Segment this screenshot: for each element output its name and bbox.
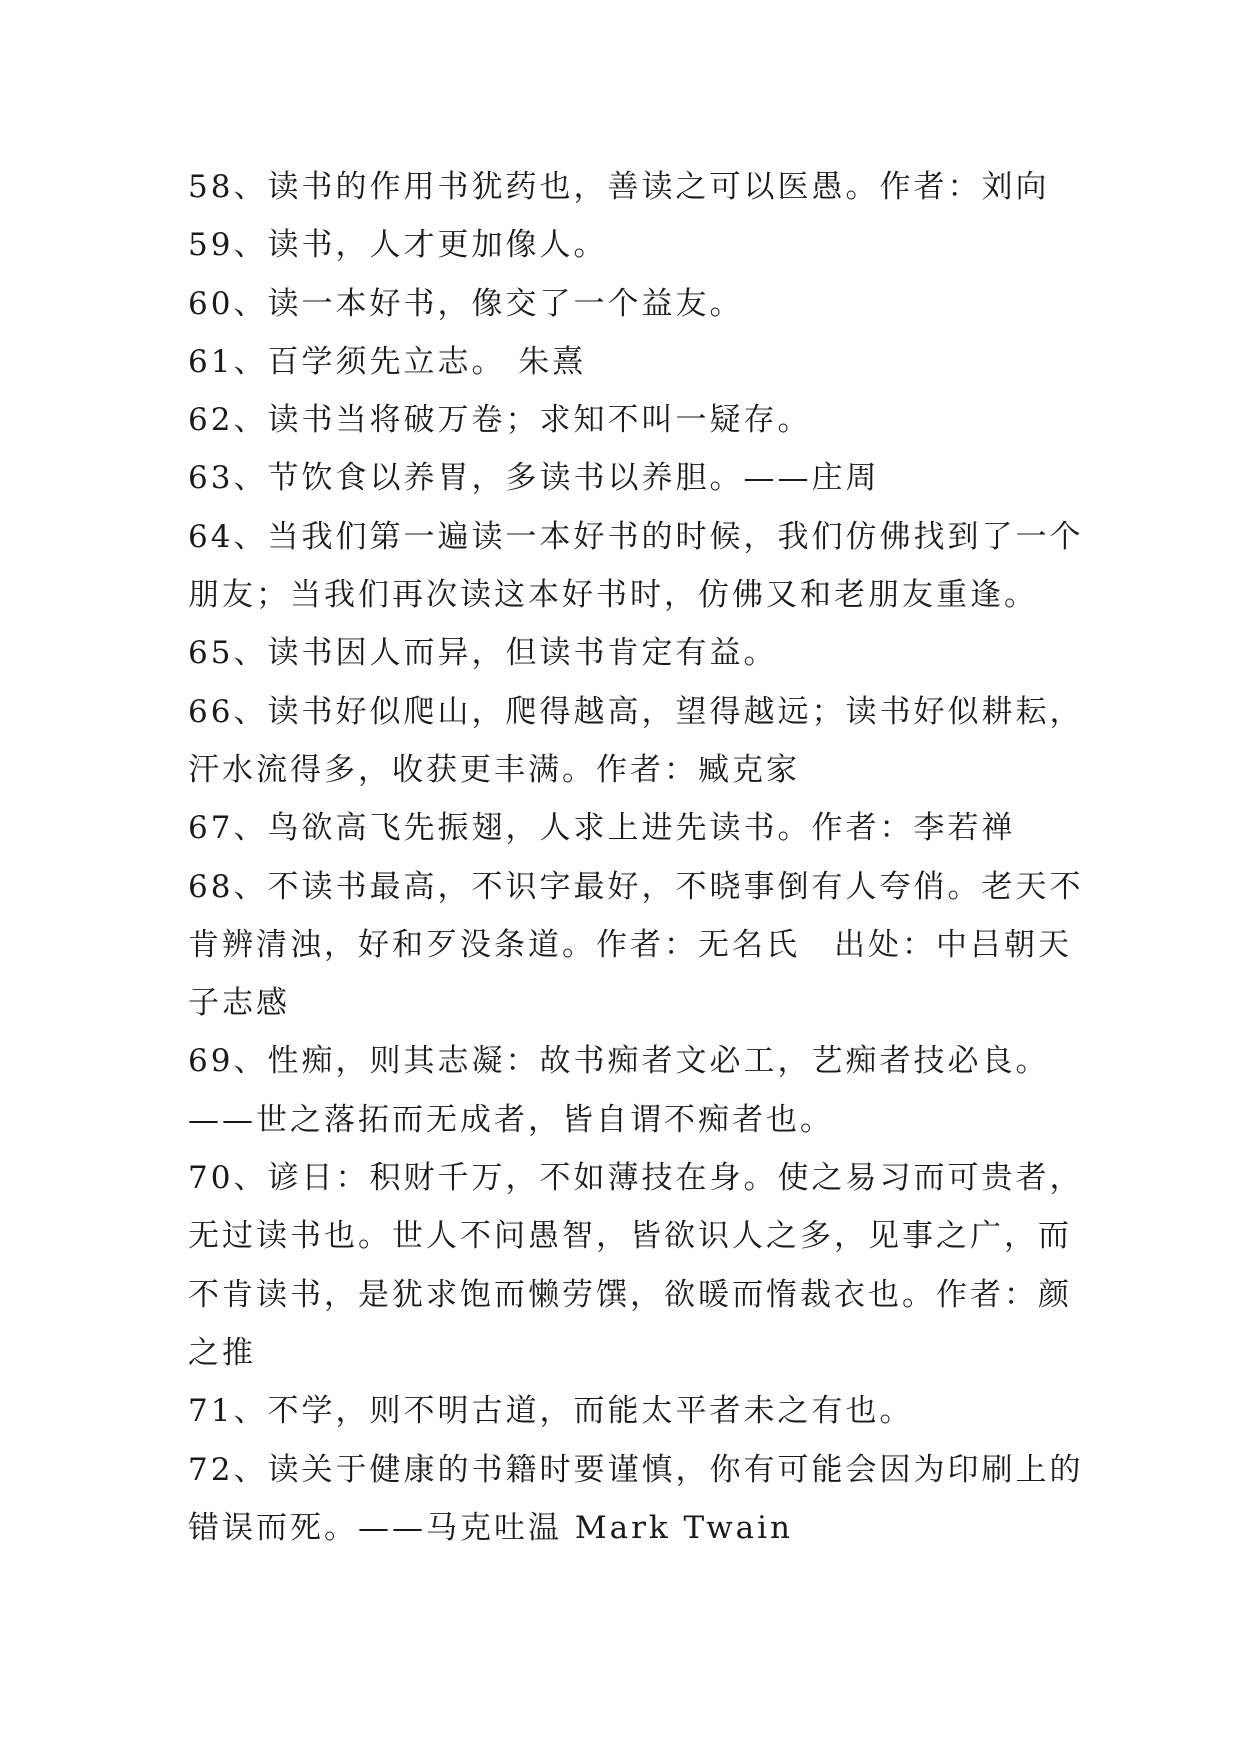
text-line: 错误而死。——马克吐温 Mark Twain bbox=[188, 1509, 794, 1546]
document-body bbox=[188, 158, 1088, 1557]
text-line: 60、读一本好书，像交了一个益友。 bbox=[188, 285, 744, 322]
text-line: 朋友；当我们再次读这本好书时，仿佛又和老朋友重逢。 bbox=[188, 577, 1038, 614]
text-line: 69、性痴，则其志凝：故书痴者文必工，艺痴者技必良。 bbox=[188, 1043, 1050, 1080]
text-line: 72、读关于健康的书籍时要谨慎，你有可能会因为印刷上的 bbox=[188, 1451, 1084, 1488]
text-line: 无过读书也。世人不问愚智，皆欲识人之多，见事之广，而 bbox=[188, 1218, 1072, 1255]
text-line: 66、读书好似爬山，爬得越高，望得越远；读书好似耕耘， bbox=[188, 693, 1084, 730]
text-line: 71、不学，则不明古道，而能太平者未之有也。 bbox=[188, 1393, 914, 1430]
text-line: 汗水流得多，收获更丰满。作者：臧克家 bbox=[188, 751, 800, 788]
text-line: 62、读书当将破万卷；求知不叫一疑存。 bbox=[188, 402, 812, 439]
text-line: 68、不读书最高，不识字最好，不晓事倒有人夸俏。老天不 bbox=[188, 868, 1084, 905]
text-line: 70、谚日：积财千万，不如薄技在身。使之易习而可贵者， bbox=[188, 1160, 1084, 1197]
text-line: 65、读书因人而异，但读书肯定有益。 bbox=[188, 635, 778, 672]
text-line: 63、节饮食以养胃，多读书以养胆。——庄周 bbox=[188, 460, 880, 497]
text-line: 61、百学须先立志。 朱熹 bbox=[188, 343, 587, 380]
text-line: 子志感 bbox=[188, 985, 290, 1022]
text-line: 64、当我们第一遍读一本好书的时候，我们仿佛找到了一个 bbox=[188, 518, 1084, 555]
text-line: 之推 bbox=[188, 1334, 256, 1371]
text-line: ——世之落拓而无成者，皆自谓不痴者也。 bbox=[188, 1101, 834, 1138]
text-line: 58、读书的作用书犹药也，善读之可以医愚。作者：刘向 bbox=[188, 169, 1050, 205]
text-line: 肯辨清浊，好和歹没条道。作者：无名氏 出处：中吕朝天 bbox=[188, 926, 1072, 963]
text-line: 59、读书，人才更加像人。 bbox=[188, 227, 608, 264]
text-line: 不肯读书，是犹求饱而懒劳馔，欲暖而惰裁衣也。作者：颜 bbox=[188, 1276, 1072, 1313]
text-line: 67、鸟欲高飞先振翅，人求上进先读书。作者：李若禅 bbox=[188, 810, 1016, 847]
